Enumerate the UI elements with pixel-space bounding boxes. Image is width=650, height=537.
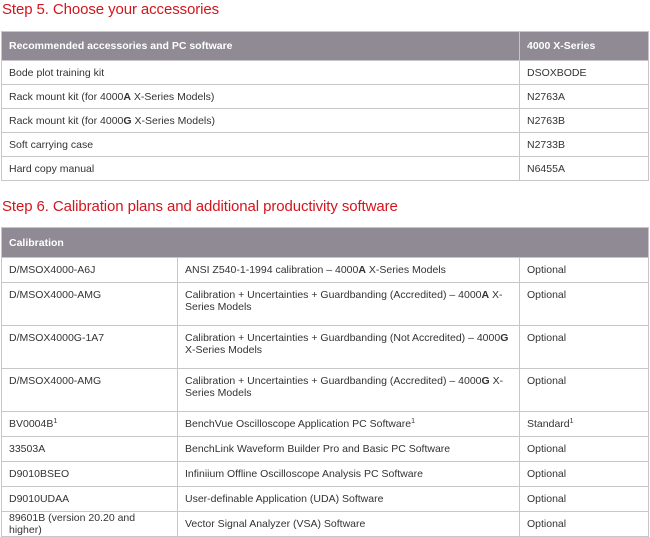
footnote-marker: 1: [569, 418, 574, 425]
table-row: [2, 462, 649, 487]
accessory-name: Rack mount kit (for 4000G X-Series Models): [2, 109, 520, 133]
calibration-model: D9010BSEO: [2, 462, 178, 487]
calibration-description: Calibration + Uncertainties + Guardbanding (Not Accredited) – 4000G X-Series Models: [178, 326, 520, 369]
table-row: [2, 133, 649, 157]
table-row: [2, 258, 649, 283]
footnote-marker: 1: [53, 418, 58, 425]
table-row: [2, 157, 649, 181]
accessories-header-row: [2, 32, 649, 61]
table-row: [2, 412, 649, 437]
accessories-header-col2: 4000 X-Series: [520, 32, 649, 61]
calibration-table: [1, 227, 649, 537]
calibration-description: Calibration + Uncertainties + Guardbanding (Accredited) – 4000A X-Series Models: [178, 283, 520, 326]
table-row: [2, 61, 649, 85]
calibration-model: D/MSOX4000G-1A7: [2, 326, 178, 369]
table-row: [2, 85, 649, 109]
calibration-description: BenchVue Oscilloscope Application PC Software$^1$: [178, 412, 520, 437]
calibration-model: D9010UDAA: [2, 487, 178, 512]
calibration-description: ANSI Z540-1-1994 calibration – 4000A X-Series Models: [178, 258, 520, 283]
footnote-marker: 1: [411, 418, 415, 425]
calibration-status: Optional: [520, 326, 649, 369]
table-row: [2, 326, 649, 369]
calibration-description: User-definable Application (UDA) Software: [178, 487, 520, 512]
calibration-model: 89601B (version 20.20 and higher): [2, 512, 178, 537]
table-row: [2, 283, 649, 326]
calibration-status: Optional: [520, 437, 649, 462]
calibration-status: Optional: [520, 487, 649, 512]
table-row: [2, 437, 649, 462]
step5-heading: Step 5. Choose your accessories: [2, 1, 220, 18]
accessory-name: Bode plot training kit: [2, 61, 520, 85]
calibration-header-row: [2, 228, 649, 258]
calibration-status: Optional: [520, 258, 649, 283]
calibration-model: D/MSOX4000-AMG: [2, 283, 178, 326]
calibration-description: Infiniium Offline Oscilloscope Analysis PC Software: [178, 462, 520, 487]
accessory-part: N6455A: [520, 157, 649, 181]
table-row: [2, 369, 649, 412]
calibration-status: Standard$^1$: [520, 412, 649, 437]
accessory-name: Soft carrying case: [2, 133, 520, 157]
accessories-header-col1: Recommended accessories and PC software: [2, 32, 520, 61]
calibration-status: Optional: [520, 512, 649, 537]
calibration-status: Optional: [520, 283, 649, 326]
calibration-description: Vector Signal Analyzer (VSA) Software: [178, 512, 520, 537]
calibration-description: BenchLink Waveform Builder Pro and Basic PC Software: [178, 437, 520, 462]
table-row: [2, 487, 649, 512]
calibration-model: D/MSOX4000-A6J: [2, 258, 178, 283]
accessory-part: N2763B: [520, 109, 649, 133]
accessory-part: DSOXBODE: [520, 61, 649, 85]
calibration-description: Calibration + Uncertainties + Guardbanding (Accredited) – 4000G X-Series Models: [178, 369, 520, 412]
calibration-status: Optional: [520, 462, 649, 487]
calibration-model: D/MSOX4000-AMG: [2, 369, 178, 412]
step6-heading: Step 6. Calibration plans and additional productivity software: [2, 198, 398, 215]
accessories-table: [1, 31, 649, 181]
accessory-name: Hard copy manual: [2, 157, 520, 181]
accessory-part: N2733B: [520, 133, 649, 157]
calibration-status: Optional: [520, 369, 649, 412]
calibration-model: 33503A: [2, 437, 178, 462]
accessory-part: N2763A: [520, 85, 649, 109]
accessory-name: Rack mount kit (for 4000A X-Series Models): [2, 85, 520, 109]
table-row: [2, 109, 649, 133]
calibration-model: $BV0004B^1$: [2, 412, 178, 437]
table-row: [2, 512, 649, 537]
calibration-header: Calibration: [2, 228, 649, 258]
